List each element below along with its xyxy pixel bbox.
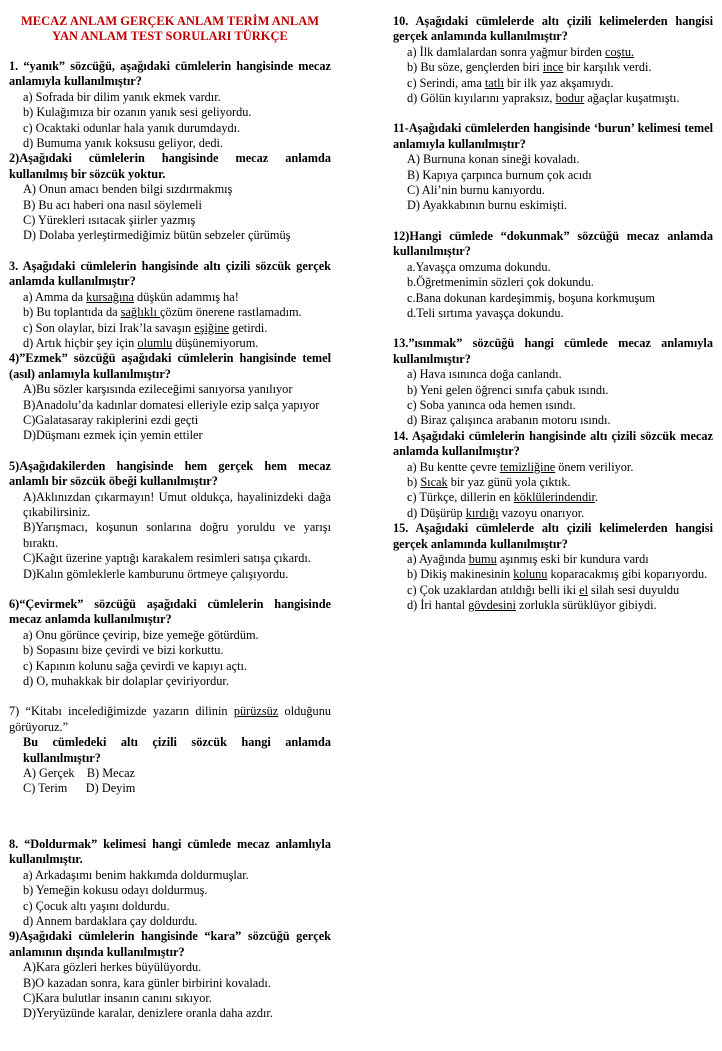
underlined-word: pürüzsüz [233, 704, 279, 719]
option-b: B) Bu acı haberi ona nasıl söylemeli [23, 197, 202, 212]
option-c: C) Ali’nin burnu kanıyordu. [407, 183, 545, 198]
option-a: a.Yavaşça omzuma dokundu. [407, 259, 551, 274]
option-text: b) Dikiş makinesinin [407, 567, 514, 582]
option-d: d) Annem bardaklara çay doldurdu. [23, 913, 198, 928]
option-row [9, 766, 331, 781]
option-b: B) Mecaz [86, 766, 135, 781]
question-stem: 3. Aşağıdaki cümlelerin hangisinde altı çizili sözcük gerçek anlamda kullanılmıştır? [9, 258, 331, 289]
question-9 [9, 929, 331, 1021]
option-b [393, 60, 713, 75]
option-b: B)Yarışmacı, koşunun sonlarına doğru yoruldu ve yarışı bıraktı. [23, 520, 331, 550]
option-text: b) Bu toplantıda da [23, 305, 121, 320]
option-text: silah sesi duyuldu [587, 582, 680, 597]
option-a: A)Kara gözleri herkes büyülüyordu. [23, 960, 202, 975]
underlined-word: köklülerindendir [513, 490, 595, 505]
question-4 [9, 351, 331, 443]
option-text: d) Artık hiçbir şey için [23, 335, 138, 350]
option-a: A) Burnuna konan sineği kovaladı. [407, 152, 580, 167]
option-d: d) Bumuma yanık koksusu geliyor, dedi. [23, 136, 223, 151]
option-a: a) Sofrada bir dilim yanık ekmek vardır. [23, 89, 221, 104]
option-text: düşkün adammış ha! [133, 289, 239, 304]
option-c: c) Ocaktaki odunlar hala yanık durumdaydı. [23, 120, 241, 135]
right-column [393, 14, 713, 614]
option-a: a) Onu görünce çevirip, bize yemeğe götürdüm. [23, 627, 259, 642]
option-b [9, 305, 331, 320]
option-b: B) Kapıya çarpınca burnum çok acıdı [407, 167, 592, 182]
underlined-word: temizliğine [499, 459, 556, 474]
option-d: D)Düşmanı ezmek için yemin ettiler [23, 428, 203, 443]
option-text: c) Çok uzaklardan atıldığı belli iki [407, 582, 580, 597]
option-d [393, 91, 713, 106]
option-b: b) Yemeğin kokusu odayı doldurmuş. [23, 883, 208, 898]
option-c: c) Çocuk altı yaşını doldurdu. [23, 898, 170, 913]
option-c: C) Yürekleri ısıtacak şiirler yazmış [23, 213, 196, 228]
option-c [9, 321, 331, 336]
question-12 [393, 229, 713, 321]
underlined-word: kolunu [513, 567, 548, 582]
option-d: D) Ayakkabının burnu eskimişti. [407, 198, 568, 213]
question-stem: 14. Aşağıdaki cümlelerin hangisinde altı çizili sözcük mecaz anlamda kullanılmıştır? [393, 428, 713, 459]
question-14 [393, 429, 713, 521]
underlined-word: kursağına [86, 289, 134, 304]
option-a: a) Arkadaşımı benim hakkımda doldurmuşlar. [23, 867, 249, 882]
underlined-word: bodur [555, 91, 585, 106]
option-a [393, 552, 713, 567]
question-7 [9, 704, 331, 796]
option-c: C)Kara bulutlar insanın canını sıkıyor. [23, 990, 212, 1005]
underlined-word: bumu [468, 552, 497, 566]
option-text: c) Son olaylar, bizi Irak’la savaşın [23, 320, 195, 335]
option-b [393, 567, 713, 582]
option-b: B)O kazadan sonra, kara günler birbirini kovaladı. [23, 975, 271, 990]
option-c: c) Soba yanınca oda hemen ısındı. [407, 397, 576, 412]
question-6 [9, 597, 331, 689]
question-quote [9, 704, 331, 735]
page-title [9, 14, 331, 44]
option-text: ağaçlar kuşatmıştı. [584, 91, 680, 106]
question-stem: 10. Aşağıdaki cümlelerde altı çizili kelimelerden hangisi gerçek anlamında kullanılmıştır? [393, 14, 713, 44]
question-stem: 1. “yanık” sözcüğü, aşağıdaki cümlelerin hangisinde mecaz anlamıyla kullanılmıştır? [9, 59, 331, 89]
question-stem: Bu cümledeki altı çizili sözcük hangi anlamda kullanılmıştır? [23, 735, 331, 765]
option-d: D)Yeryüzünde karalar, denizlere oranla daha azdır. [23, 1006, 273, 1021]
option-c [393, 583, 713, 598]
option-c: C) Terim [23, 781, 68, 796]
option-d: d) O, muhakkak bir dolaplar çeviriyordur. [23, 674, 229, 689]
left-column [9, 14, 331, 1022]
option-text: bir karşılık verdi. [563, 60, 652, 75]
option-text: önem veriliyor. [555, 459, 634, 474]
option-text: düşünemiyorum. [172, 335, 259, 350]
title-line-2: YAN ANLAM TEST SORULARI TÜRKÇE [52, 29, 288, 43]
option-text: d) Gölün kıyılarını yapraksız, [407, 91, 556, 106]
question-5 [9, 459, 331, 582]
option-text: çözüm önerene rastlamadım. [159, 305, 302, 320]
option-c: c) Kapının kolunu sağa çevirdi ve kapıyı açtı. [23, 658, 248, 673]
option-b: b) Kulağımıza bir ozanın yanık sesi geliyordu. [23, 105, 252, 120]
option-a: a) Hava ısınınca doğa canlandı. [407, 367, 562, 382]
title-line-1: MECAZ ANLAM GERÇEK ANLAM TERİM ANLAM [20, 14, 320, 28]
option-text: . [594, 490, 599, 505]
option-c [393, 490, 713, 505]
option-d: D) Dolaba yerleştirmediğimiz bütün sebzeler çürümüş [23, 228, 291, 243]
question-stem: 15. Aşağıdaki cümlelerde altı çizili kelimelerden hangisi gerçek anlamında kullanılmıştır? [393, 521, 713, 551]
question-stem: 2)Aşağıdaki cümlelerin hangisinde mecaz anlamda kullanılmış bir sözcük yoktur. [9, 151, 331, 181]
option-text: a) İlk damlalardan sonra yağmur birden [407, 44, 606, 59]
option-text: vazoyu onarıyor. [498, 505, 585, 520]
option-text: b) [407, 474, 421, 489]
option-d: D)Kalın gömleklerle kamburunu örtmeye çalışıyordu. [23, 566, 289, 581]
option-d [393, 506, 713, 521]
option-c: C)Galatasaray rakiplerini ezdi geçti [23, 412, 199, 427]
option-a: A) Gerçek [23, 766, 75, 781]
option-d [393, 598, 713, 613]
option-text: c) Türkçe, dillerin en [407, 490, 514, 505]
question-stem: 5)Aşağıdakilerden hangisinde hem gerçek hem mecaz anlamlı bir sözcük öbeği kullanılmıştır? [9, 458, 331, 489]
question-1 [9, 59, 331, 151]
option-b [393, 475, 713, 490]
quote-text: 7) “Kitabı incelediğimizde yazarın dilinin [9, 704, 234, 719]
option-b: B)Anadolu’da kadınlar domatesi elleriyle ezip salça yapıyor [23, 397, 320, 412]
option-text: bir ilk yaz akşamıydı. [503, 75, 614, 90]
question-15 [393, 521, 713, 613]
underlined-word: tatlı [484, 75, 504, 90]
option-text: bir yaz günü yola çıktık. [447, 474, 571, 489]
question-stem: 12)Hangi cümlede “dokunmak” sözcüğü mecaz anlamda kullanılmıştır? [393, 228, 713, 259]
underlined-word: Sıcak [420, 474, 448, 489]
question-stem: 9)Aşağıdaki cümlelerin hangisinde “kara” sözcüğü gerçek anlamının dışında kullanılmıştır? [9, 929, 331, 959]
option-c: C)Kağıt üzerine yaptığı karakalem resimleri satışa çıkardı. [23, 551, 311, 566]
option-d: d.Teli sırtıma yavaşça dokundu. [407, 305, 564, 320]
underlined-word: sağlıklı [120, 305, 160, 320]
option-d: D) Deyim [85, 781, 136, 796]
question-stem: 8. “Doldurmak” kelimesi hangi cümlede mecaz anlamlıyla kullanılmıştır. [9, 836, 331, 867]
question-stem: 6)“Çevirmek” sözcüğü aşağıdaki cümlelerin hangisinde mecaz anlamda kullanılmıştır? [9, 597, 331, 627]
option-b: b) Yeni gelen öğrenci sınıfa çabuk ısındı. [407, 382, 609, 397]
option-row [9, 781, 331, 796]
question-stem: 13.”ısınmak” sözcüğü hangi cümlede mecaz anlamıyla kullanılmıştır? [393, 336, 713, 366]
question-3 [9, 259, 331, 351]
option-b: b) Sopasını bize çevirdi ve bizi korkuttu. [23, 643, 224, 658]
option-text: a) Bu kentte çevre [407, 459, 500, 474]
question-8 [9, 837, 331, 929]
option-text: zorlukla sürüklüyor gibiydi. [515, 598, 657, 613]
option-a [393, 460, 713, 475]
option-text: getirdi. [229, 320, 268, 335]
quote-text: olduğunu görüyoruz.” [9, 704, 332, 734]
underlined-word: coştu. [605, 44, 635, 59]
option-text: a) Amma da [23, 289, 87, 304]
option-text: aşınmış eski bir kundura vardı [496, 552, 649, 566]
option-a: A)Bu sözler karşısında ezileceğimi sanıyorsa yanılıyor [23, 382, 293, 397]
question-13 [393, 336, 713, 428]
underlined-word: olumlu [137, 335, 173, 350]
option-text: koparacakmış gibi koparıyordu. [547, 567, 708, 582]
option-b: b.Öğretmenimin sözleri çok dokundu. [407, 275, 594, 290]
option-c: c.Bana dokunan kardeşimmiş, boşuna korkmuşum [407, 290, 655, 305]
underlined-word: gövdesini [468, 598, 516, 613]
option-d: d) Biraz çalışınca arabanın motoru ısındı. [407, 413, 611, 428]
option-a: A)Aklınızdan çıkarmayın! Umut oldukça, hayalinizdeki dağa çıkabilirsiniz. [23, 489, 331, 519]
option-text: c) Serindi, ama [407, 75, 485, 90]
question-stem: 11-Aşağıdaki cümlelerden hangisinde ‘burun’ kelimesi temel anlamıyla kullanılmıştır? [393, 121, 713, 151]
question-11 [393, 121, 713, 213]
option-a: A) Onun amacı benden bilgi sızdırmakmış [23, 182, 233, 197]
option-text: d) İri hantal [407, 598, 469, 613]
underlined-word: eşiğine [194, 320, 230, 335]
question-10 [393, 14, 713, 106]
underlined-word: ince [542, 60, 564, 75]
option-a [9, 290, 331, 305]
option-a [393, 45, 713, 60]
underlined-word: kırdığı [465, 505, 499, 520]
option-d [9, 336, 331, 351]
question-2 [9, 151, 331, 243]
option-text: d) Düşürüp [407, 505, 466, 520]
option-c [393, 76, 713, 91]
question-stem: 4)”Ezmek” sözcüğü aşağıdaki cümlelerin hangisinde temel (asıl) anlamıyla kullanılmıştır? [9, 351, 331, 381]
option-text: a) Ayağında [407, 552, 469, 566]
option-text: b) Bu söze, gençlerden biri [407, 60, 543, 75]
underlined-word: el [579, 582, 588, 597]
